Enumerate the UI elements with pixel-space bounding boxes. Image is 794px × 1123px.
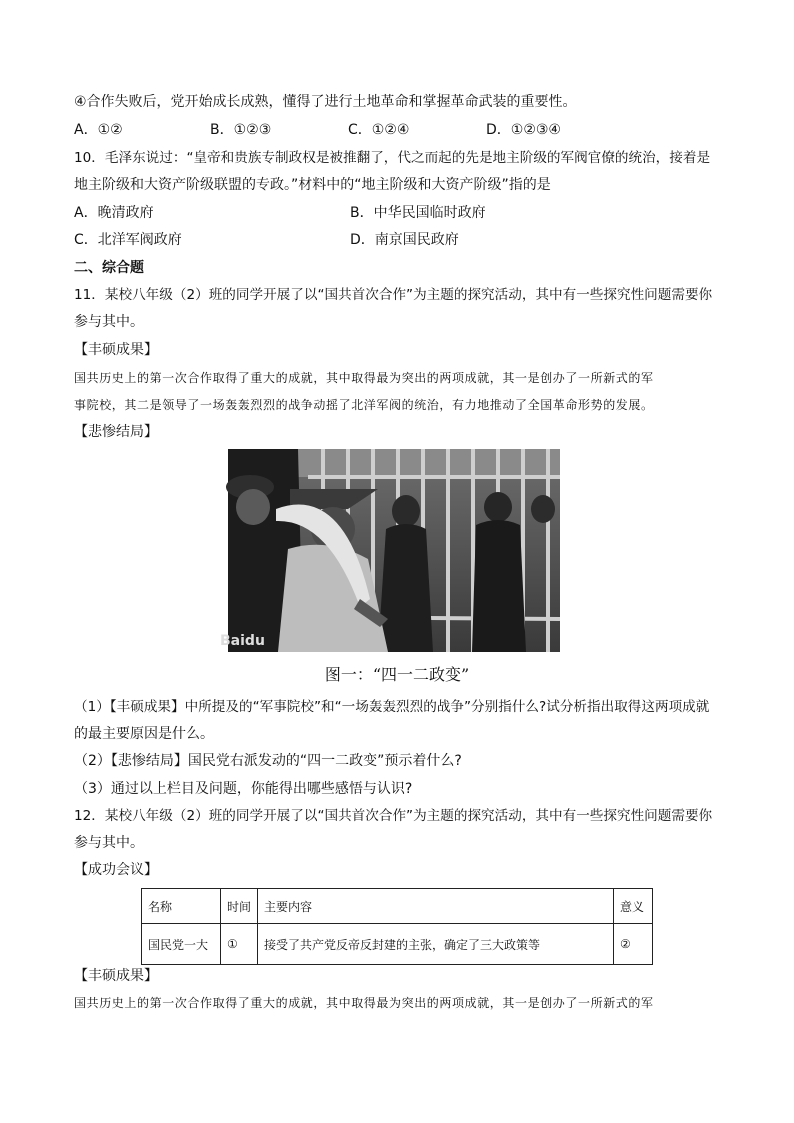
historical-photo <box>220 449 560 652</box>
q11-sub1-line2: 的最主要原因是什么。 <box>74 726 214 742</box>
table-header-row <box>142 889 653 924</box>
q12-heading-meeting: 【成功会议】 <box>74 862 158 878</box>
cell-content: 接受了共产党反帝反封建的主张，确定了三大政策等 <box>258 924 614 965</box>
q12-text-line2: 参与其中。 <box>74 835 144 851</box>
option-d: D．①②③④ <box>486 122 561 138</box>
photo-watermark: Baidu <box>220 633 265 649</box>
photo-caption: 图一：“四一二政变” <box>324 665 470 684</box>
q10-option-b: B．中华民国临时政府 <box>350 205 486 221</box>
header-content: 主要内容 <box>258 889 614 924</box>
q10-text-line1: 10．毛泽东说过：“皇帝和贵族专制政权是被推翻了，代之而起的先是地主阶级的军阀官僚的统治，接着是 <box>74 150 711 166</box>
meeting-table <box>141 888 653 965</box>
q11-text-line1: 11．某校八年级（2）班的同学开展了以“国共首次合作”为主题的探究活动，其中有一些探究性问题需要你 <box>74 287 713 303</box>
table-row <box>142 924 653 965</box>
header-name: 名称 <box>142 889 221 924</box>
cell-name: 国民党一大 <box>142 924 221 965</box>
q11-text-line2: 参与其中。 <box>74 314 144 330</box>
q10-text-line2: 地主阶级和大资产阶级联盟的专政。”材料中的“地主阶级和大资产阶级”指的是 <box>74 177 551 193</box>
q11-paragraph-line2: 事院校，其二是领导了一场轰轰烈烈的战争动摇了北洋军阀的统治，有力地推动了全国革命形势的发展。 <box>74 398 654 412</box>
q11-sub1-line1: （1）【丰硕成果】中所提及的“军事院校”和“一场轰轰烈烈的战争”分别指什么?试分析指出取得这两项成就 <box>74 699 710 715</box>
q10-option-d: D．南京国民政府 <box>350 232 459 248</box>
q11-heading-ending: 【悲惨结局】 <box>74 424 158 440</box>
option-a: A．①② <box>74 122 123 138</box>
header-time: 时间 <box>221 889 258 924</box>
q10-option-c: C．北洋军阀政府 <box>74 232 182 248</box>
statement-4: ④合作失败后，党开始成长成熟，懂得了进行土地革命和掌握革命武装的重要性。 <box>74 94 577 110</box>
cell-time: ① <box>221 924 258 965</box>
q12-paragraph-line1: 国共历史上的第一次合作取得了重大的成就，其中取得最为突出的两项成就，其一是创办了一所新式的军 <box>74 996 654 1010</box>
q11-heading-achievements: 【丰硕成果】 <box>74 342 158 358</box>
option-c: C．①②④ <box>348 122 410 138</box>
cell-significance: ② <box>614 924 653 965</box>
option-b: B．①②③ <box>210 122 272 138</box>
q11-paragraph-line1: 国共历史上的第一次合作取得了重大的成就，其中取得最为突出的两项成就，其一是创办了一所新式的军 <box>74 371 654 385</box>
header-significance: 意义 <box>614 889 653 924</box>
q11-sub2: （2）【悲惨结局】国民党右派发动的“四一二政变”预示着什么? <box>74 753 462 769</box>
q12-text-line1: 12．某校八年级（2）班的同学开展了以“国共首次合作”为主题的探究活动，其中有一些探究性问题需要你 <box>74 808 713 824</box>
q10-option-a: A．晚清政府 <box>74 205 154 221</box>
section-title: 二、综合题 <box>74 260 144 276</box>
q11-sub3: （3）通过以上栏目及问题，你能得出哪些感悟与认识? <box>74 781 413 797</box>
q12-heading-achievements: 【丰硕成果】 <box>74 968 158 984</box>
